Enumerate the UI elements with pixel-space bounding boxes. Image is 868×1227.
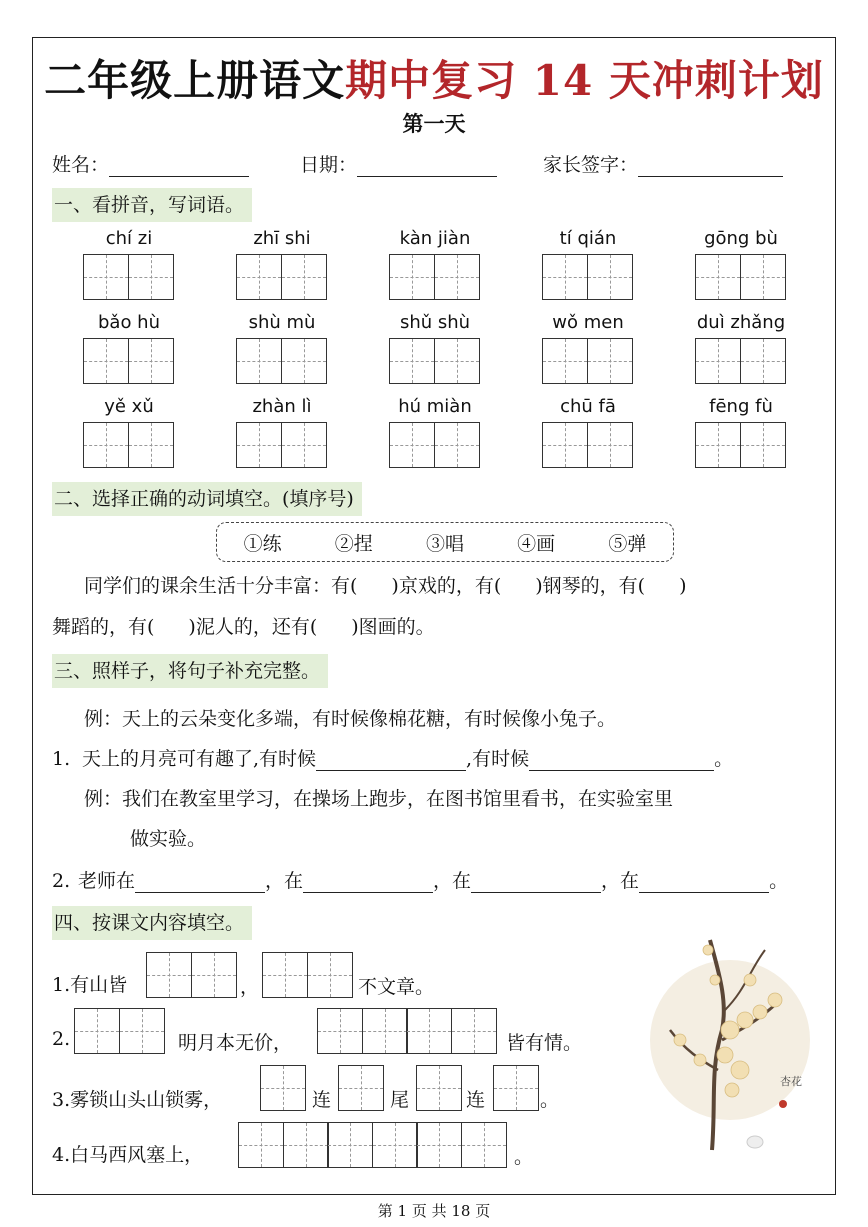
q2-line-2: 舞蹈的，有( )泥人的，还有( )图画的。 bbox=[52, 616, 435, 638]
char-grid[interactable] bbox=[695, 254, 786, 300]
char-grid[interactable] bbox=[695, 338, 786, 384]
example-1: 例：天上的云朵变化多端，有时候像棉花糖，有时候像小兔子。 bbox=[84, 708, 617, 730]
char-grid[interactable] bbox=[74, 1008, 165, 1054]
q3-item-2: 2. 老师在 ，在 ，在 ，在 。 bbox=[52, 870, 789, 892]
q4-line-1-c: 不文章。 bbox=[358, 976, 435, 998]
name-field[interactable]: 姓名： bbox=[52, 150, 249, 177]
char-grid[interactable] bbox=[389, 254, 480, 300]
answer-blank[interactable] bbox=[303, 873, 433, 893]
answer-blank[interactable] bbox=[471, 873, 601, 893]
q4-line-3-d: 连 bbox=[466, 1089, 486, 1111]
char-grid[interactable] bbox=[236, 422, 327, 468]
q4-line-2-b: 明月本无价， bbox=[178, 1032, 293, 1054]
pinyin-label: kàn jiàn bbox=[399, 228, 471, 249]
char-grid[interactable] bbox=[236, 254, 327, 300]
char-grid[interactable] bbox=[493, 1065, 539, 1111]
section-1-heading: 一、看拼音，写词语。 bbox=[52, 188, 252, 222]
example-2: 例：我们在教室里学习，在操场上跑步，在图书馆里看书，在实验室里 bbox=[84, 788, 674, 810]
answer-blank[interactable] bbox=[639, 873, 769, 893]
pinyin-label: fēng fù bbox=[709, 396, 773, 417]
q4-line-4-a: 4.白马西风塞上， bbox=[52, 1144, 204, 1166]
char-grid[interactable] bbox=[338, 1065, 384, 1111]
option: ①练 bbox=[243, 532, 282, 555]
char-grid[interactable] bbox=[83, 422, 174, 468]
section-4-heading: 四、按课文内容填空。 bbox=[52, 906, 252, 940]
pinyin-label: gōng bù bbox=[704, 228, 778, 249]
pinyin-label: wǒ men bbox=[552, 312, 624, 333]
char-grid[interactable] bbox=[542, 338, 633, 384]
q4-line-3-e: 。 bbox=[540, 1089, 560, 1111]
parent-sign-field[interactable]: 家长签字： bbox=[543, 150, 783, 177]
answer-blank[interactable] bbox=[529, 751, 714, 771]
q4-line-2-c: 皆有情。 bbox=[506, 1032, 583, 1054]
q4-line-3-c: 尾 bbox=[390, 1089, 410, 1111]
char-grid[interactable] bbox=[542, 254, 633, 300]
char-grid[interactable] bbox=[542, 422, 633, 468]
pinyin-label: shù mù bbox=[248, 312, 316, 333]
page-title: 二年级上册语文期中复习 14 天冲刺计划 bbox=[44, 56, 824, 105]
pinyin-label: bǎo hù bbox=[97, 312, 160, 333]
char-grid[interactable] bbox=[83, 254, 174, 300]
answer-blank[interactable] bbox=[316, 751, 466, 771]
q2-line-1: 同学们的课余生活十分丰富：有( )京戏的，有( )钢琴的，有( ) bbox=[84, 575, 687, 597]
option: ④画 bbox=[517, 532, 556, 555]
q4-line-1-a: 1.有山皆 bbox=[52, 974, 128, 996]
q4-line-4-b: 。 bbox=[514, 1146, 534, 1168]
pinyin-label: duì zhǎng bbox=[696, 312, 786, 333]
q4-line-2-a: 2. bbox=[52, 1028, 71, 1050]
q3-item-1: 1. 天上的月亮可有趣了,有时候 ,有时候 。 bbox=[52, 748, 734, 770]
char-grid[interactable] bbox=[416, 1065, 462, 1111]
char-grid[interactable] bbox=[146, 952, 237, 998]
options-box bbox=[216, 522, 674, 562]
char-grid[interactable] bbox=[389, 422, 480, 468]
q4-line-1-b: ， bbox=[240, 976, 260, 998]
pinyin-label: tí qián bbox=[559, 228, 617, 249]
section-3-heading: 三、照样子，将句子补充完整。 bbox=[52, 654, 328, 688]
option: ⑤弹 bbox=[608, 532, 647, 555]
deco-label: 杏花 bbox=[780, 1075, 802, 1088]
apricot-blossom-illustration bbox=[630, 920, 830, 1160]
pinyin-label: zhī shi bbox=[253, 228, 311, 249]
option: ②捏 bbox=[334, 532, 373, 555]
pinyin-label: yě xǔ bbox=[104, 396, 154, 417]
char-grid[interactable] bbox=[236, 338, 327, 384]
pinyin-label: chí zi bbox=[105, 228, 153, 249]
example-2-cont: 做实验。 bbox=[130, 828, 207, 850]
page-footer: 第 1 页 共 18 页 bbox=[377, 1202, 491, 1220]
q4-line-3-a: 3.雾锁山头山锁雾， bbox=[52, 1089, 223, 1111]
pinyin-label: shǔ shù bbox=[399, 312, 471, 333]
option: ③唱 bbox=[425, 532, 464, 555]
char-grid[interactable] bbox=[695, 422, 786, 468]
char-grid[interactable] bbox=[238, 1122, 507, 1168]
char-grid[interactable] bbox=[260, 1065, 306, 1111]
day-subtitle: 第一天 bbox=[402, 111, 466, 136]
date-field[interactable]: 日期： bbox=[300, 150, 497, 177]
pinyin-label: chū fā bbox=[560, 396, 616, 417]
answer-blank[interactable] bbox=[135, 873, 265, 893]
pinyin-label: zhàn lì bbox=[252, 396, 312, 417]
char-grid[interactable] bbox=[262, 952, 353, 998]
pinyin-label: hú miàn bbox=[398, 396, 472, 417]
q4-line-3-b: 连 bbox=[312, 1089, 332, 1111]
char-grid[interactable] bbox=[389, 338, 480, 384]
section-2-heading: 二、选择正确的动词填空。(填序号) bbox=[52, 482, 362, 516]
char-grid[interactable] bbox=[317, 1008, 497, 1054]
char-grid[interactable] bbox=[83, 338, 174, 384]
